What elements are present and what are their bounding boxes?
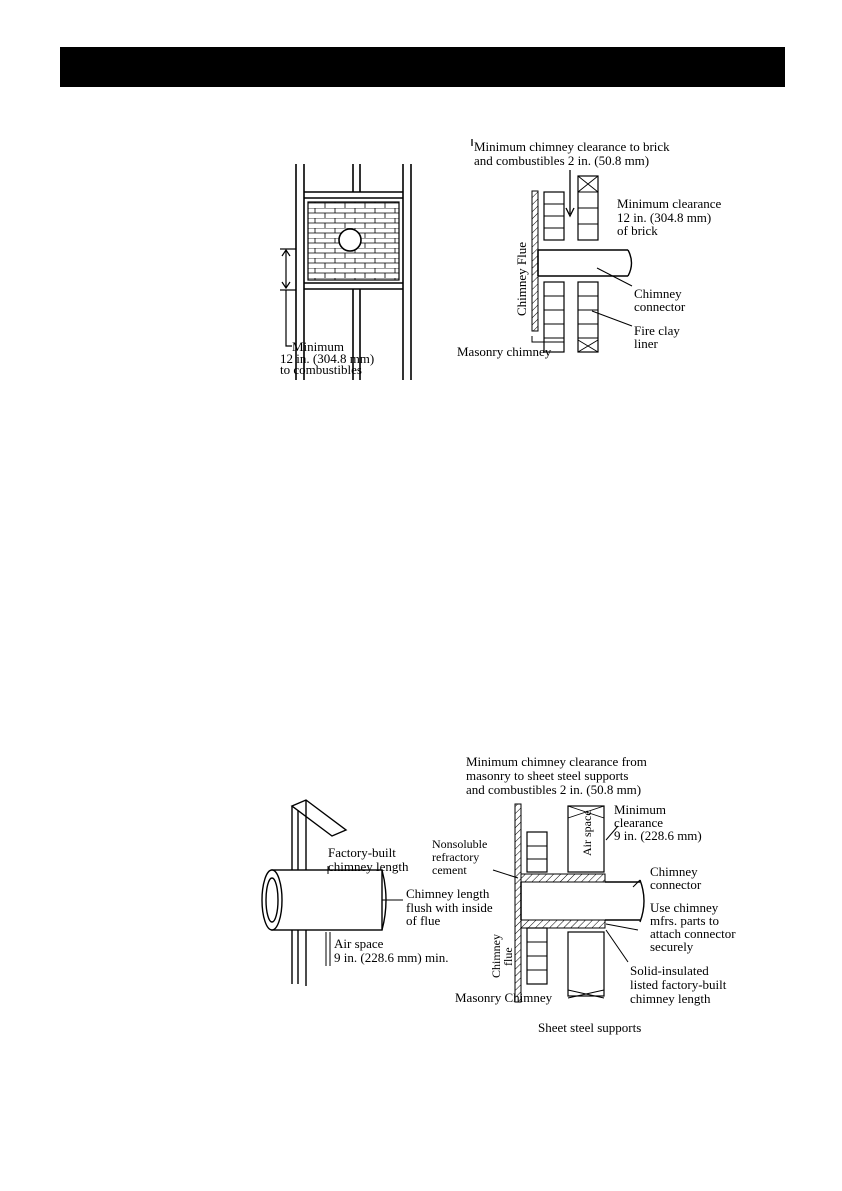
liner-label-2: liner xyxy=(634,336,658,351)
cement-label-3: cement xyxy=(432,863,467,877)
connector-label-2: connector xyxy=(634,299,686,314)
air-space-label-2: 9 in. (228.6 mm) min. xyxy=(334,950,449,965)
sheet-steel-supports-diagram xyxy=(428,752,752,1044)
steel-min-clearance-label-2: clearance xyxy=(614,815,664,830)
flush-label-3: of flue xyxy=(406,913,441,928)
mfrs-label-2: mfrs. parts to xyxy=(650,913,719,928)
steel-connector-label-2: connector xyxy=(650,877,702,892)
wall-clearance-label-2: 12 in. (304.8 mm) xyxy=(280,351,375,366)
mfrs-label-4: securely xyxy=(650,939,694,954)
masonry-chimney-diagram xyxy=(452,136,752,368)
air-space-vertical-label: Air space xyxy=(580,810,594,856)
cement-label-2: refractory xyxy=(432,850,480,864)
connector-label-1: Chimney xyxy=(634,286,682,301)
flush-label-2: flush with inside xyxy=(406,900,493,915)
insulated-label-2: listed factory-built xyxy=(630,977,727,992)
steel-clearance-label-1: Minimum chimney clearance from xyxy=(466,754,647,769)
mfrs-label-1: Use chimney xyxy=(650,900,719,915)
flush-label-1: Chimney length xyxy=(406,886,490,901)
chimney-clearance-label-2: and combustibles 2 in. (50.8 mm) xyxy=(474,153,650,168)
steel-connector-label-1: Chimney xyxy=(650,864,698,879)
chimney-clearance-label-1: Minimum chimney clearance to brick xyxy=(474,139,670,154)
liner-label-1: Fire clay xyxy=(634,323,680,338)
steel-min-clearance-label-1: Minimum xyxy=(614,802,667,817)
cement-label-1: Nonsoluble xyxy=(432,837,488,851)
steel-clearance-label-2: masonry to sheet steel supports xyxy=(466,768,629,783)
insulated-label-3: chimney length xyxy=(630,991,711,1006)
factory-length-label-2: chimney length xyxy=(328,859,409,874)
mfrs-label-3: attach connector xyxy=(650,926,736,941)
min-clearance-label-3: of brick xyxy=(617,223,658,238)
factory-length-label-1: Factory-built xyxy=(328,845,396,860)
steel-clearance-label-3: and combustibles 2 in. (50.8 mm) xyxy=(466,782,642,797)
header-bar xyxy=(60,47,785,87)
chimney-flue-label: Chimney Flue xyxy=(514,241,529,316)
wall-clearance-label-1: Minimum xyxy=(292,339,345,354)
insulated-label-1: Solid-insulated xyxy=(630,963,709,978)
sheet-steel-supports-label: Sheet steel supports xyxy=(538,1020,642,1035)
steel-flue-label-1: Chimney xyxy=(489,934,503,978)
steel-flue-label-2: flue xyxy=(501,947,515,966)
steel-min-clearance-label-3: 9 in. (228.6 mm) xyxy=(614,828,702,843)
wall-clearance-label-3: to combustibles xyxy=(280,362,362,377)
steel-masonry-label: Masonry Chimney xyxy=(455,990,553,1005)
min-clearance-label-1: Minimum clearance xyxy=(617,196,722,211)
min-clearance-label-2: 12 in. (304.8 mm) xyxy=(617,210,712,225)
masonry-chimney-label: Masonry chimney xyxy=(457,344,552,359)
air-space-label-1: Air space xyxy=(334,936,384,951)
wall-clearance-diagram xyxy=(270,158,430,380)
